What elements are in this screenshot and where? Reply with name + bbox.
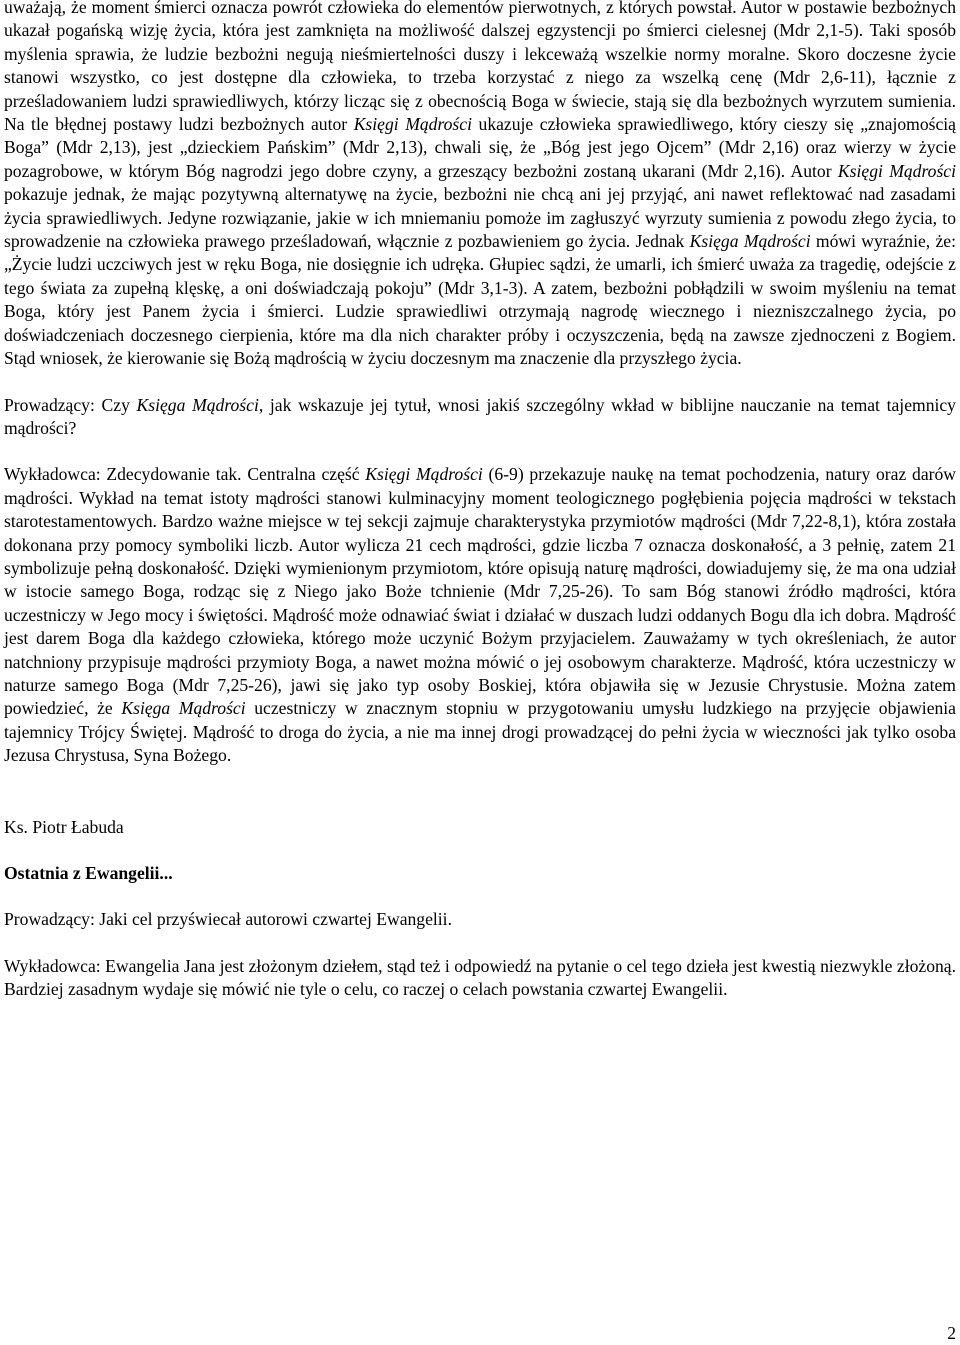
book-title: Księgi Mądrości (837, 160, 956, 181)
document-page (4, 0, 956, 1002)
text-run: uczestniczy w znacznym stopniu w przygotowaniu umysłu ludzkiego na przyjęcie objawienia tajemnicy Trójcy Świętej. Mądrość to droga do życia, a nie ma innej drogi prowadzącej do pełni życia w wieczności jak tylko osoba Jezusa Chrystusa, Syna Bożego. (4, 698, 956, 766)
paragraph-lecturer-answer-gospel: Wykładowca: Ewangelia Jana jest złożonym dziełem, stąd też i odpowiedź na pytanie o cel tego dzieła jest kwestią niezwykle złożoną. Bardziej zasadnym wydaje się mówić nie tyle o celu, co raczej o celach powstania czwartej Ewangelii. (4, 955, 956, 1000)
paragraph-wisdom-righteous (4, 0, 956, 371)
book-title: Księga Mądrości (136, 394, 259, 415)
paragraph-host-question-gospel: Prowadzący: Jaki cel przyświecał autorowi czwartej Ewangelii. (4, 909, 452, 930)
book-title: Księga Mądrości (121, 698, 246, 719)
text-run: pokazuje jednak, że mając pozytywną alternatywę na życie, bezbożni nie chcą ani jej przyjąć, ani nawet reflektować nad zasadami życia sprawiedliwych. Jedyne rozwiązanie, jakie w ich mniemaniu pomoże im zagłuszyć wyrzuty sumienia z powodu złego życia, to sprowadzenie na człowieka prawego prześladowań, włącznie z pozbawieniem go życia. Jednak (4, 184, 956, 252)
book-title: Księga Mądrości (689, 231, 811, 252)
paragraph-host-question (4, 394, 956, 441)
text-run: Prowadzący: Czy (4, 394, 137, 415)
section-title: Ostatnia z Ewangelii... (4, 863, 173, 883)
page-number: 2 (947, 1323, 956, 1343)
author-signature: Ks. Piotr Łabuda (4, 816, 124, 837)
text-run: (6-9) przekazuje naukę na temat pochodzenia, natury oraz darów mądrości. Wykład na temat istoty mądrości stanowi kulminacyjny moment teologicznego pogłębienia pojęcia mądrości w tekstach starotestamentowych. Bardzo ważne miejsce w tej sekcji zajmuje charakterystyka przymiotów mądrości (Mdr 7,22-8,1), która została dokonana przy pomocy symboliki liczb. Autor wylicza 21 cech mądrości, gdzie liczba 7 oznacza doskonałość, a 3 pełnię, zatem 21 symbolizuje pełną doskonałość. Dzięki wymienionym przymiotom, które opisują naturę mądrości, dowiadujemy się, że ma ona udział w istocie samego Boga, rodząc się z Niego jako Boże tchnienie (Mdr 7,25-26). To sam Bóg stanowi źródło mądrości, która uczestniczy w Jego mocy i świętości. Mądrość może odnawiać świat i działać w duszach ludzi oddanych Bogu dla ich dobra. Mądrość jest darem Boga dla każdego człowieka, którego może uczynić Bożym przyjacielem. Zauważamy w tych określeniach, że autor natchniony przypisuje mądrości przymioty Boga, a nawet można mówić o jej osobowym charakterze. Mądrość, która uczestniczy w naturze samego Boga (Mdr 7,25-26), jawi się jako typ osoby Boskiej, która objawiła się w Jezusie Chrystusie. Można zatem powiedzieć, że (4, 464, 956, 719)
book-title: Księgi Mądrości (353, 114, 472, 135)
text-run: ukazuje człowieka sprawiedliwego, który cieszy się „znajomością Boga” (Mdr 2,13), jest „dzieckiem Pańskim” (Mdr 2,13), chwali się, że „Bóg jest jego Ojcem” (Mdr 2,16) oraz wierzy w życie pozagrobowe, w którym Bóg nagrodzi jego dobre czyny, a grzeszący bezbożni zostaną ukarani (Mdr 2,16). Autor (4, 114, 956, 181)
book-title: Księgi Mądrości (365, 464, 483, 485)
text-run: uważają, że moment śmierci oznacza powrót człowieka do elementów pierwotnych, z których powstał. Autor w postawie bezbożnych ukazał pogańską wizję życia, która jest zamknięta na możliwość dalszej egzystencji po śmierci cielesnej (Mdr 2,1-5). Taki sposób myślenia sprawia, że ludzie bezbożni negują nieśmiertelności duszy i lekceważą wszelkie normy moralne. Skoro doczesne życie stanowi wszystko, co jest dostępne dla człowieka, to trzeba korzystać z niego za wszelką cenę (Mdr 2,6-11), łącznie z prześladowaniem ludzi sprawiedliwych, którzy licząc się z obecnością Boga w świecie, stają się dla bezbożnych wyrzutem sumienia. Na tle błędnej postawy ludzi bezbożnych autor (4, 0, 956, 135)
paragraph-lecturer-answer (4, 463, 956, 767)
text-run: , jak wskazuje jej tytuł, wnosi jakiś szczególny wkład w biblijne nauczanie na temat tajemnicy mądrości? (4, 394, 956, 438)
text-run: mówi wyraźnie, że: „Życie ludzi uczciwych jest w ręku Boga, nie dosięgnie ich udręka. Głupiec sądzi, że umarli, ich śmierć uważa za tragedię, odejście z tego świata za zupełną klęskę, a oni doświadczają pokoju” (Mdr 3,1-3). A zatem, bezbożni pobłądzili w swoim myśleniu na temat Boga, który jest Panem życia i śmierci. Ludzie sprawiedliwi otrzymają nagrodę wiecznego i niezniszczalnego życia, po doświadczeniach doczesnego cierpienia, które ma dla nich charakter próby i oczyszczenia, będą na zawsze zjednoczeni z Bogiem. Stąd wniosek, że kierowanie się Bożą mądrością w życiu doczesnym ma znaczenie dla przyszłego życia. (4, 231, 956, 369)
text-run: Wykładowca: Zdecydowanie tak. Centralna część (4, 464, 366, 485)
